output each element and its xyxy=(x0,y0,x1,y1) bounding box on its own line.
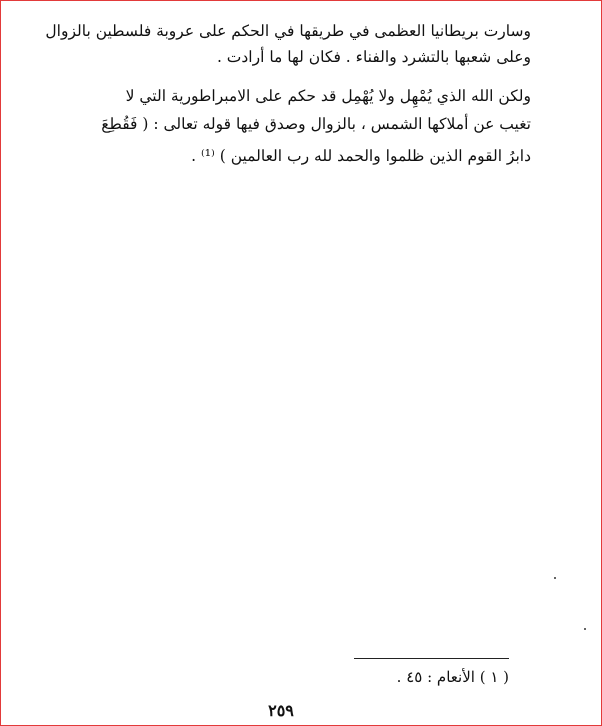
footnote: ( ١ ) الأنعام : ٤٥ . xyxy=(396,668,509,686)
paragraph-1-line-2: وعلى شعبها بالتشرد والفناء . فكان لها ما أرادت . xyxy=(216,48,531,66)
paragraph-1-line-1: وسارت بريطانيا العظمى في طريقها في الحكم على عروبة فلسطين بالزوال xyxy=(45,22,531,40)
footnote-divider xyxy=(354,658,509,659)
document-page xyxy=(1,1,601,725)
paragraph-2-line-3: دابرُ القوم الذين ظلموا والحمد لله رب العالمين ) ⁽¹⁾ . xyxy=(191,147,531,165)
page-number: ٢٥٩ xyxy=(268,701,294,720)
paragraph-2-line-1: ولكن الله الذي يُمْهِل ولا يُهْمِل قد حكم على الامبراطورية التي لا xyxy=(125,87,531,105)
scan-speck xyxy=(584,628,586,630)
scan-speck xyxy=(554,577,556,579)
paragraph-2-line-2: تغيب عن أملاكها الشمس ، بالزوال وصدق فيها قوله تعالى : ( فَقُطِعَ xyxy=(101,115,531,133)
